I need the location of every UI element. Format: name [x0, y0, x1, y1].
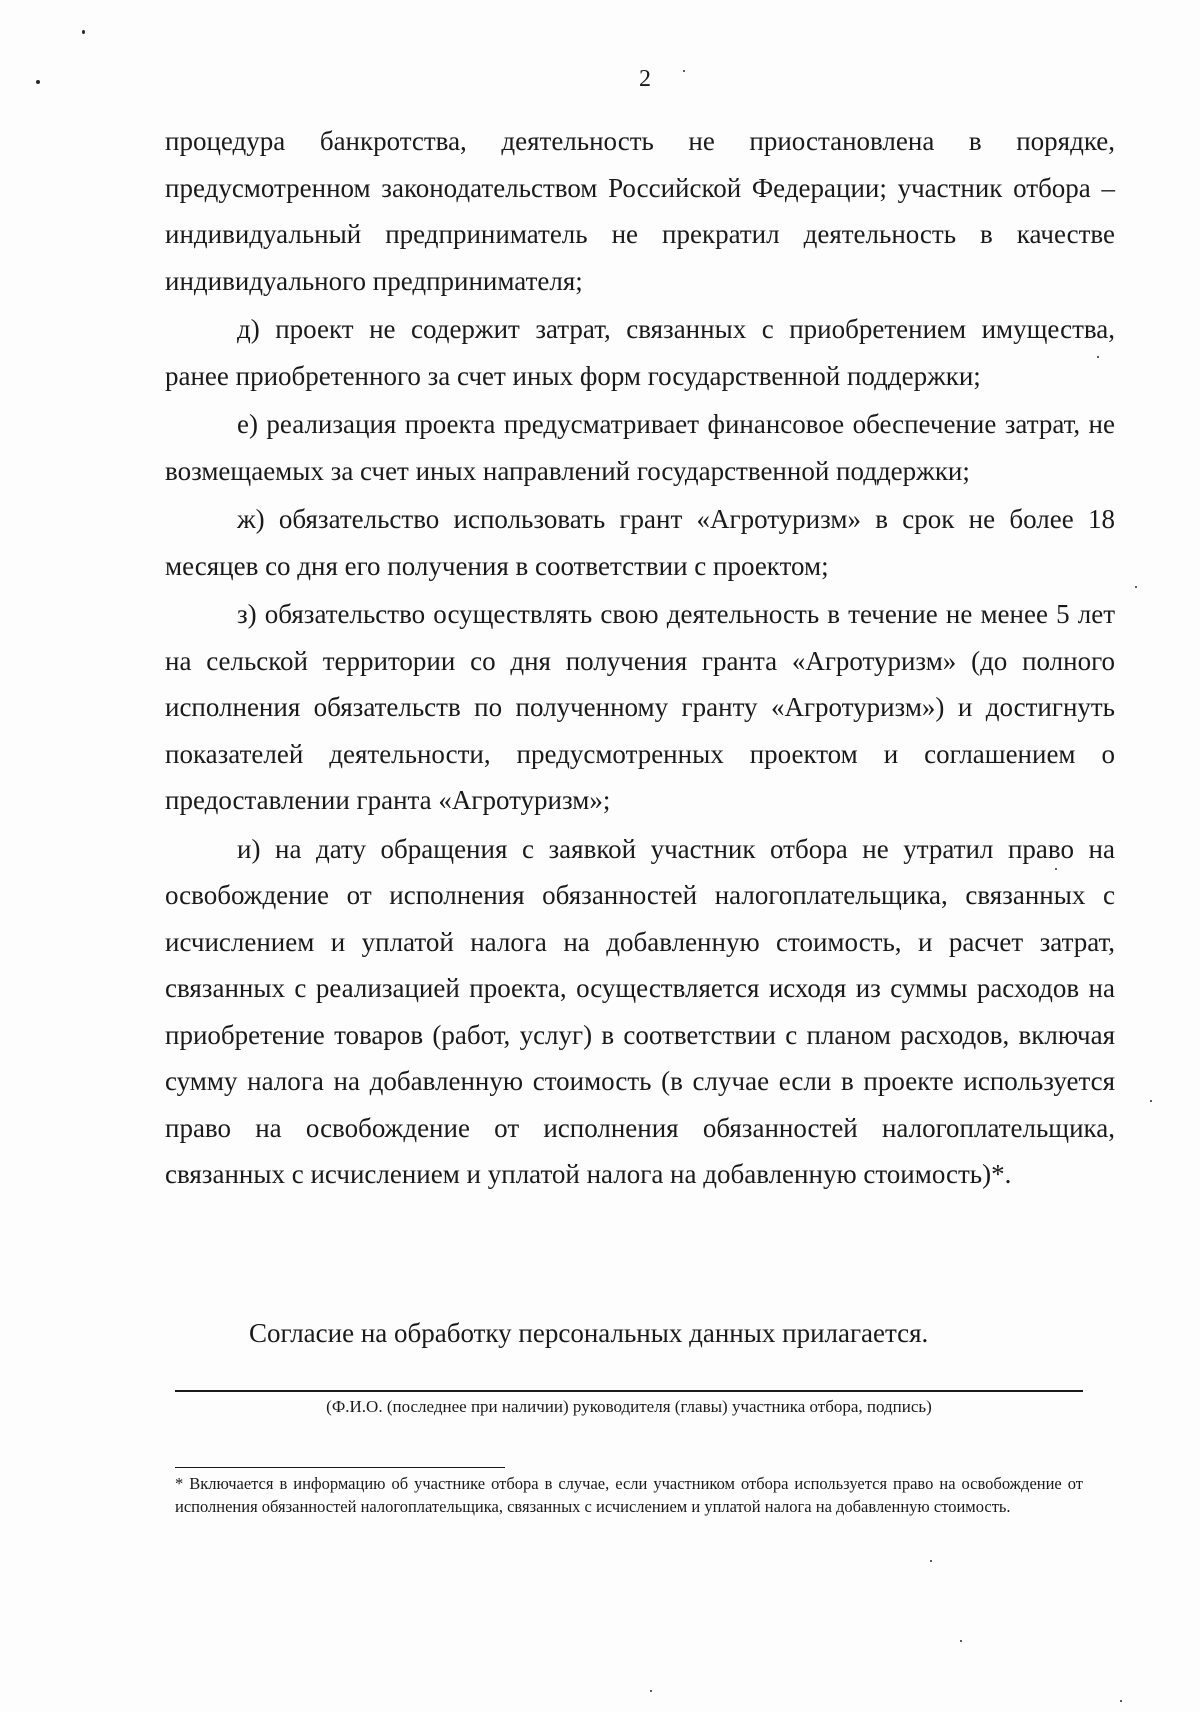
- paragraph-zh: ж) обязательство использовать грант «Агротуризм» в срок не более 18 месяцев со дня его получения в соответствии с проектом;: [165, 504, 1115, 581]
- footnote-divider: [175, 1467, 505, 1468]
- scan-speck: [1055, 868, 1057, 870]
- paragraph-i: и) на дату обращения с заявкой участник отбора не утратил право на освобождение от исполнения обязанностей налогоплательщика, связанных с исчислением и уплатой налога на добавленную стоимость, и расчет затрат, связанных с реализацией проекта, осуществляется исходя из суммы расходов на приобретение товаров (работ, услуг) в соответствии с планом расходов, включая сумму налога на добавленную стоимость (в случае если в проекте используется право на освобождение от исполнения обязанностей налогоплательщика, связанных с исчислением и уплатой налога на добавленную стоимость)*.: [165, 833, 1115, 1189]
- footnote: * Включается в информацию об участнике отбора в случае, если участником отбора используется право на освобождение от исполнения обязанностей налогоплательщика, связанных с исчислением и уплатой налога на добавленную стоимость.: [175, 1474, 1083, 1516]
- paragraph-z: з) обязательство осуществлять свою деятельность в течение не менее 5 лет на сельской территории со дня получения гранта «Агротуризм» (до полного исполнения обязательств по полученному гранту «Агротуризм») и достигнуть показателей деятельности, предусмотренных проектом и соглашением о предоставлении гранта «Агротуризм»;: [165, 599, 1115, 815]
- scan-speck: [1120, 1700, 1122, 1702]
- scan-speck: [960, 1640, 962, 1642]
- scan-speck: [683, 70, 685, 72]
- scan-speck: [1097, 356, 1099, 358]
- signature-line: [175, 1390, 1083, 1392]
- signature-caption: (Ф.И.О. (последнее при наличии) руководителя (главы) участника отбора, подпись): [326, 1397, 932, 1416]
- scan-speck: [82, 30, 85, 34]
- scan-speck: [1150, 1100, 1152, 1102]
- paragraph-d: д) проект не содержит затрат, связанных с приобретением имущества, ранее приобретенного за счет иных форм государственной поддержки;: [165, 314, 1115, 391]
- scan-speck: [930, 1560, 932, 1562]
- paragraph-e: е) реализация проекта предусматривает финансовое обеспечение затрат, не возмещаемых за счет иных направлений государственной поддержки;: [165, 409, 1115, 486]
- scan-speck: [650, 1690, 652, 1692]
- scan-speck: [1135, 586, 1137, 588]
- scan-speck: [36, 80, 40, 84]
- document-body: [165, 118, 1115, 1200]
- consent-statement: Согласие на обработку персональных данных прилагается.: [249, 1318, 929, 1348]
- page-number: 2: [639, 66, 651, 92]
- paragraph-bankruptcy: процедура банкротства, деятельность не приостановлена в порядке, предусмотренном законодательством Российской Федерации; участник отбора – индивидуальный предприниматель не прекратил деятельность в качестве индивидуального предпринимателя;: [165, 126, 1115, 296]
